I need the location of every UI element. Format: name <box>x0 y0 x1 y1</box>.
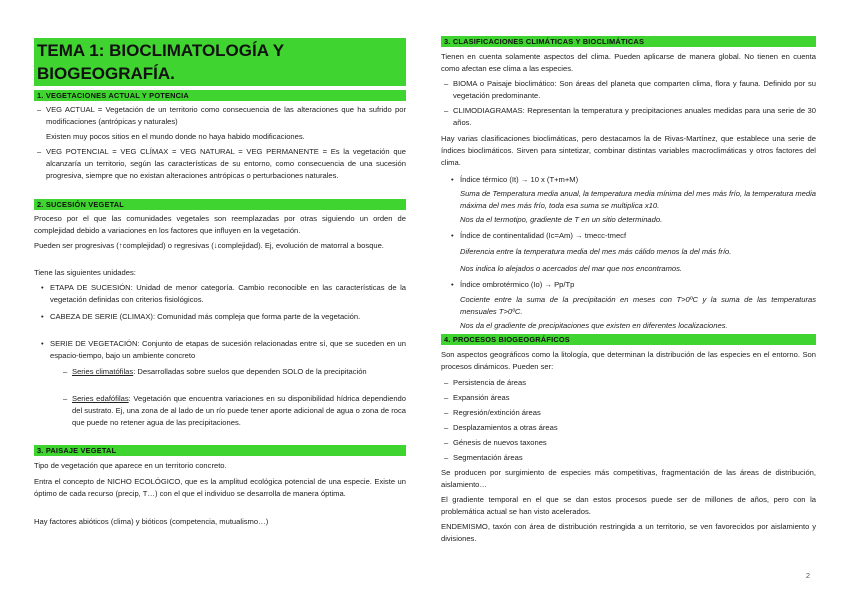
page-title: TEMA 1: BIOCLIMATOLOGÍA Y BIOGEOGRAFÍA. <box>34 38 406 86</box>
index-termico: • Índice térmico (It) → 10 x (T+m+M) <box>460 174 816 186</box>
climate-classification-intro: Tienen en cuenta solamente aspectos del clima. Pueden aplicarse de manera global. No tienen en cuenta como afectan ese clima a las especies. <box>441 52 816 74</box>
series-climatofilas <box>72 366 406 378</box>
index-termico-note: Nos da el termotipo, gradiente de T en un sitio determinado. <box>460 215 663 224</box>
endemismo: ENDEMISMO, taxón con área de distribución restringida a un territorio, se ven favorecidos por aislamiento y divisiones. <box>441 522 816 544</box>
process-item: – Génesis de nuevos taxones <box>453 437 816 449</box>
succession-definition: Proceso por el que las comunidades vegetales son reemplazadas por otras siguiendo un orden de complejidad debido a variaciones en los factores que influyen en la vegetación. <box>34 214 406 236</box>
process-item: – Expansión áreas <box>453 392 816 404</box>
process-item: – Desplazamientos a otras áreas <box>453 422 816 434</box>
desc-edafofilas: : Vegetación que encuentra variaciones en su disponibilidad hídrica dependiendo del sustrato. Ej, una zona de al lado de un río puede tener aporte adicional de agua o zona de roca que puede no retener agua de las precipitaciones. <box>72 394 406 428</box>
causes: Se producen por surgimiento de especies más competitivas, fragmentación de las áreas de distribución, aislamiento… <box>441 468 816 490</box>
section-heading-4: 3. CLASIFICACIONES CLIMÁTICAS Y BIOCLIMÁTICAS <box>441 36 816 47</box>
temporal-gradient: El gradiente temporal en el que se dan estos procesos puede ser de millones de años, pero con la problemática actual se han visto acelerados. <box>441 495 816 517</box>
series-edafofilas <box>72 393 406 430</box>
process-item: – Regresión/extinción áreas <box>453 407 816 419</box>
process-item: – Persistencia de áreas <box>453 377 816 389</box>
ecological-niche: Entra el concepto de NICHO ECOLÓGICO, que es la amplitud ecológica potencial de una especie. Existe un óptimo de cada recurso (precip, T…) con el que el individuo se desarrolla de manera óptima. <box>34 477 406 499</box>
index-ombrotermico-note: Nos da el gradiente de precipitaciones que existen en diferentes localizaciones. <box>460 321 728 330</box>
landscape-definition: Tipo de vegetación que aparece en un territorio concreto. <box>34 461 227 470</box>
index-continentalidad: • Índice de continentalidad (Ic=Am) → tmecc-tmecf <box>460 230 816 242</box>
section-heading-3: 3. PAISAJE VEGETAL <box>34 445 406 456</box>
succession-types: Pueden ser progresivas (↑complejidad) o regresivas (↓complejidad). Ej, evolución de matorral a bosque. <box>34 241 384 250</box>
biogeographic-intro: Son aspectos geográficos como la litología, que determinan la distribución de las especies en el entorno. Son procesos dinámicos. Pueden ser: <box>441 350 816 372</box>
note-modifications: Existen muy pocos sitios en el mundo donde no haya habido modificaciones. <box>46 132 305 141</box>
units-intro: Tiene las siguientes unidades: <box>34 268 136 277</box>
unit-etapa: • ETAPA DE SUCESIÓN: Unidad de menor categoría. Cambio reconocible en las características de la vegetación definidas con criterios fisiológicos. <box>50 282 406 306</box>
term-climatofilas: Series climatófilas <box>72 367 134 376</box>
index-termico-desc: Suma de Temperatura media anual, la temperatura media mínima del mes más frío, la temperatura media máxima del mes más frío, toda esa suma se multiplica x10. <box>460 189 816 211</box>
item-veg-actual: – VEG ACTUAL = Vegetación de un territorio como consecuencia de las alteraciones que ha sufrido por modificaciones (antrópicas y naturales) <box>46 104 406 128</box>
section-heading-2: 2. SUCESIÓN VEGETAL <box>34 199 406 210</box>
index-continentalidad-desc: Diferencia entre la temperatura media del mes más cálido menos la del más frío. <box>460 247 732 256</box>
item-veg-potencial: – VEG POTENCIAL = VEG CLÍMAX = VEG NATURAL = VEG PERMANENTE = Es la vegetación que alcanzaría un territorio, según las características de su entorno, como consecuencia de una sucesión progresiva, siempre que no existan alteraciones antrópicas o perturbaciones naturales. <box>46 146 406 183</box>
section-heading-5: 4. PROCESOS BIOGEOGRÁFICOS <box>441 334 816 345</box>
factors: Hay factores abióticos (clima) y bióticos (competencia, mutualismo…) <box>34 517 269 526</box>
section-heading-1: 1. VEGETACIONES ACTUAL Y POTENCIA <box>34 90 406 101</box>
index-ombrotermico: • Índice ombrotérmico (Io) → Pp/Tp <box>460 279 816 291</box>
unit-cabeza: • CABEZA DE SERIE (CLIMAX): Comunidad más compleja que forma parte de la vegetación. <box>50 311 406 323</box>
desc-climatofilas: : Desarrolladas sobre suelos que dependen SOLO de la precipitación <box>133 367 367 376</box>
def-bioma: – BIOMA o Paisaje bioclimático: Son áreas del planeta que comparten clima, flora y fauna. Definido por su vegetación predominante. <box>453 78 816 102</box>
term-edafofilas: Series edafófilas <box>72 394 129 403</box>
rivas-martinez: Hay varias clasificaciones bioclimáticas, pero destacamos la de Rivas-Martínez, que establece una serie de índices bioclimáticos. Sirven para sintetizar, combinar distintas variables macroclimáticas y otros factores del clima. <box>441 134 816 168</box>
index-continentalidad-note: Nos indica lo alejados o acercados del mar que nos encontramos. <box>460 264 683 273</box>
def-climodiagramas: – CLIMODIAGRAMAS: Representan la temperatura y precipitaciones anuales medidas para una serie de 30 años. <box>453 105 816 129</box>
page-number: 2 <box>805 571 810 580</box>
unit-serie: • SERIE DE VEGETACIÓN: Conjunto de etapas de sucesión relacionadas entre sí, que se suceden en un espacio-tiempo, bajo un ambiente concreto <box>50 338 406 362</box>
process-item: – Segmentación áreas <box>453 452 816 464</box>
index-ombrotermico-desc: Cociente entre la suma de la precipitación en meses con T>0ºC y la suma de las temperaturas mensuales T>0ºC. <box>460 295 816 317</box>
